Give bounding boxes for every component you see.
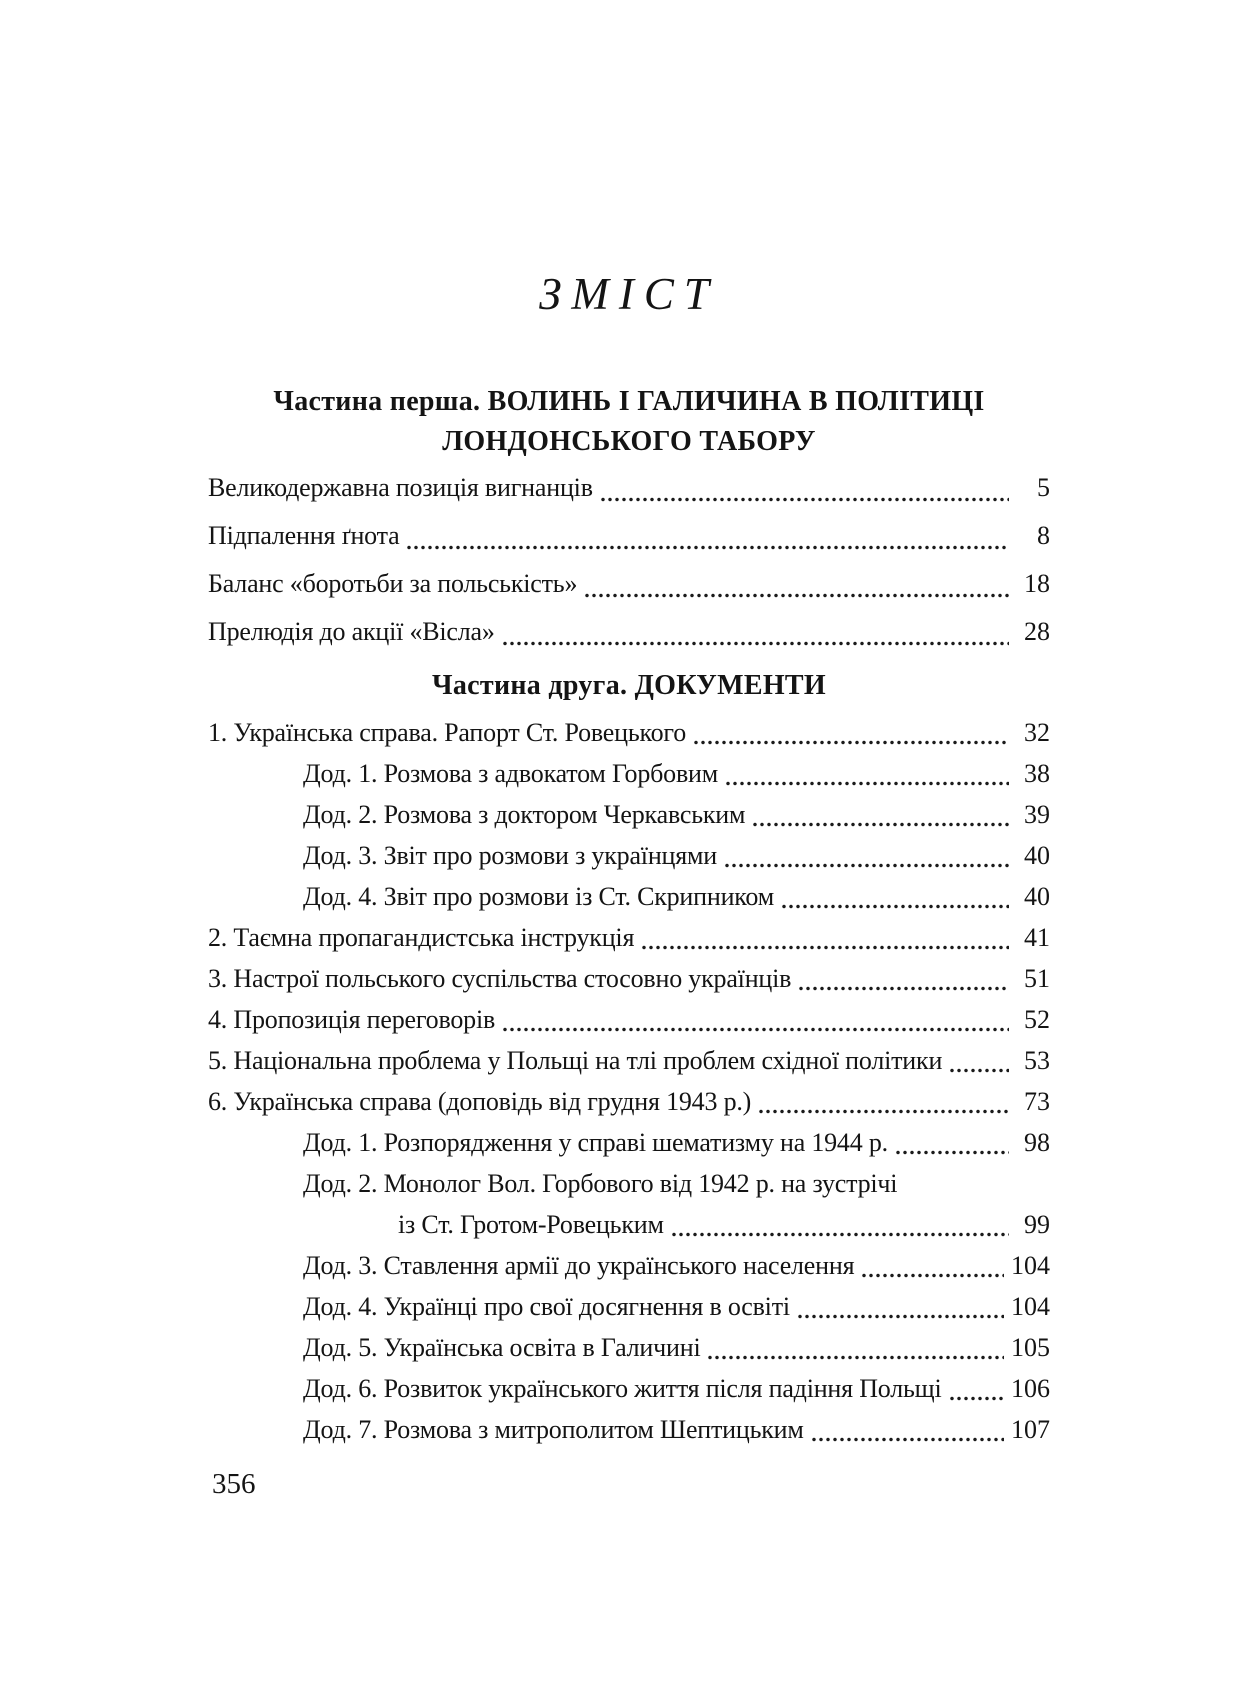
toc-entry-title: Дод. 4. Звіт про розмови із Ст. Скрипником xyxy=(303,882,774,911)
toc-entry-title: Дод. 1. Розпорядження у справі шематизму на 1944 р. xyxy=(303,1128,888,1157)
page-title: ЗМІСТ xyxy=(539,269,719,319)
toc-entry xyxy=(208,512,1050,560)
toc-entry xyxy=(208,560,1050,608)
toc-entry xyxy=(208,464,1050,512)
toc-entry xyxy=(208,1081,1050,1122)
toc-entry-title: Дод. 6. Розвиток українського життя після падіння Польщі xyxy=(303,1374,942,1403)
toc-entry xyxy=(208,794,1050,835)
toc-entry-continuation xyxy=(208,1204,1050,1245)
dot-leader xyxy=(694,740,1009,745)
toc-entry-title: Підпалення ґнота xyxy=(208,521,400,550)
dot-leader xyxy=(753,822,1009,827)
toc-entry xyxy=(208,712,1050,753)
toc-entry-page: 28 xyxy=(1024,617,1050,646)
dot-leader xyxy=(503,641,1009,646)
dot-leader xyxy=(585,593,1009,598)
dot-leader xyxy=(862,1273,1004,1278)
toc-entry xyxy=(208,999,1050,1040)
toc-entry-title: 3. Настрої польського суспільства стосовно українців xyxy=(208,964,792,993)
toc-entry-page: 18 xyxy=(1024,569,1050,598)
toc-entry xyxy=(208,1245,1050,1286)
toc-entry-page: 38 xyxy=(1024,759,1050,788)
toc-entry-page: 40 xyxy=(1024,882,1050,911)
toc-entry-title: із Ст. Гротом-Ровецьким xyxy=(398,1210,664,1239)
toc-entry-page: 99 xyxy=(1024,1210,1050,1239)
dot-leader xyxy=(759,1109,1009,1114)
toc-entry-page: 53 xyxy=(1024,1046,1050,1075)
toc-entry-page: 52 xyxy=(1024,1005,1050,1034)
dot-leader xyxy=(642,945,1009,950)
toc-entry-title: Дод. 7. Розмова з митрополитом Шептицьким xyxy=(303,1415,804,1444)
toc-entry-title: Дод. 2. Розмова з доктором Черкавським xyxy=(303,800,746,829)
toc-entry-page: 40 xyxy=(1024,841,1050,870)
toc-entry-page: 105 xyxy=(1011,1333,1050,1362)
dot-leader xyxy=(812,1437,1004,1442)
toc-entry xyxy=(208,835,1050,876)
dot-leader xyxy=(782,904,1009,909)
toc-entry-title: 2. Таємна пропагандистська інструкція xyxy=(208,923,635,952)
toc-entry-title: 5. Національна проблема у Польщі на тлі проблем східної політики xyxy=(208,1046,943,1075)
toc-part2 xyxy=(208,712,1050,1450)
toc-entry xyxy=(208,917,1050,958)
dot-leader xyxy=(798,1314,1004,1319)
toc-entry xyxy=(208,1122,1050,1163)
dot-leader xyxy=(950,1068,1009,1073)
toc-entry xyxy=(208,1368,1050,1409)
toc-content xyxy=(208,0,1050,1450)
part1-heading-line1: Частина перша. ВОЛИНЬ І ГАЛИЧИНА В ПОЛІТИЦІ xyxy=(273,386,985,417)
toc-entry-title: Баланс «боротьби за польськість» xyxy=(208,569,578,598)
dot-leader xyxy=(407,545,1009,550)
toc-entry-title: 6. Українська справа (доповідь від грудня 1943 р.) xyxy=(208,1087,752,1116)
toc-entry-title: Дод. 3. Звіт про розмови з українцями xyxy=(303,841,717,870)
dot-leader xyxy=(950,1396,1004,1401)
toc-entry xyxy=(208,1163,1050,1204)
toc-entry xyxy=(208,1286,1050,1327)
toc-entry-page: 32 xyxy=(1024,718,1050,747)
toc-entry xyxy=(208,876,1050,917)
part1-heading xyxy=(208,382,1050,462)
toc-entry-title: Прелюдія до акції «Вісла» xyxy=(208,617,495,646)
toc-entry-title: Дод. 4. Українці про свої досягнення в освіті xyxy=(303,1292,790,1321)
part1-heading-line2: ЛОНДОНСЬКОГО ТАБОРУ xyxy=(442,426,816,457)
toc-entry-page: 107 xyxy=(1011,1415,1050,1444)
toc-entry-page: 5 xyxy=(1037,473,1050,502)
toc-entry-title: Великодержавна позиція вигнанців xyxy=(208,473,593,502)
toc-entry-page: 39 xyxy=(1024,800,1050,829)
toc-entry-page: 73 xyxy=(1024,1087,1050,1116)
toc-entry xyxy=(208,1409,1050,1450)
toc-entry-title: Дод. 2. Монолог Вол. Горбового від 1942 р. на зустрічі xyxy=(303,1169,898,1198)
part2-heading: Частина друга. ДОКУМЕНТИ xyxy=(432,670,826,701)
toc-entry xyxy=(208,1040,1050,1081)
toc-entry-title: Дод. 5. Українська освіта в Галичині xyxy=(303,1333,701,1362)
dot-leader xyxy=(725,863,1009,868)
dot-leader xyxy=(601,497,1009,502)
dot-leader xyxy=(726,781,1009,786)
toc-entry-title: Дод. 3. Ставлення армії до українського населення xyxy=(303,1251,855,1280)
dot-leader xyxy=(896,1150,1009,1155)
toc-entry-page: 104 xyxy=(1011,1251,1050,1280)
toc-entry-page: 51 xyxy=(1024,964,1050,993)
dot-leader xyxy=(503,1027,1009,1032)
toc-part1 xyxy=(208,464,1050,656)
toc-entry-page: 106 xyxy=(1011,1374,1050,1403)
toc-entry-page: 104 xyxy=(1011,1292,1050,1321)
dot-leader xyxy=(708,1355,1004,1360)
toc-entry-page: 98 xyxy=(1024,1128,1050,1157)
toc-entry-title: Дод. 1. Розмова з адвокатом Горбовим xyxy=(303,759,718,788)
toc-entry xyxy=(208,753,1050,794)
toc-entry-page: 8 xyxy=(1037,521,1050,550)
toc-entry-page: 41 xyxy=(1024,923,1050,952)
toc-entry xyxy=(208,608,1050,656)
toc-entry xyxy=(208,958,1050,999)
dot-leader xyxy=(799,986,1009,991)
toc-entry xyxy=(208,1327,1050,1368)
toc-entry-title: 4. Пропозиція переговорів xyxy=(208,1005,496,1034)
footer-page-number: 356 xyxy=(212,1468,256,1500)
dot-leader xyxy=(672,1232,1009,1237)
toc-entry-title: 1. Українська справа. Рапорт Ст. Ровецького xyxy=(208,718,687,747)
